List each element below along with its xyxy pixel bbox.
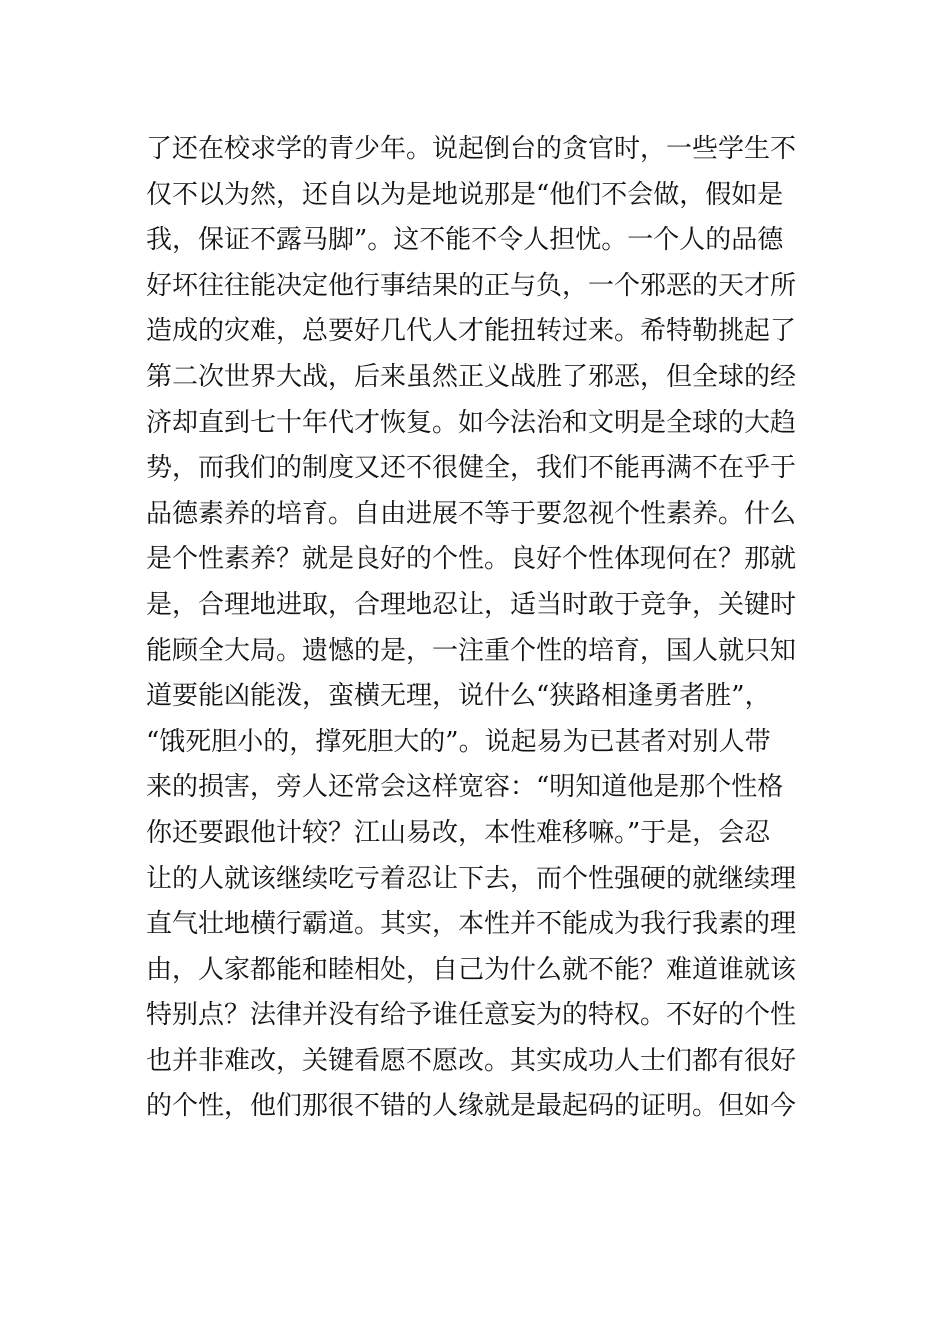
text-line-3: 我，保证不露马脚”。这不能不令人担忧。一个人的品德 xyxy=(146,225,784,256)
text-line-10: 是个性素养？就是良好的个性。良好个性体现何在？那就 xyxy=(146,544,797,575)
text-line-6: 第二次世界大战，后来虽然正义战胜了邪恶，但全球的经 xyxy=(146,361,797,392)
text-line-7: 济却直到七十年代才恢复。如今法治和文明是全球的大趋 xyxy=(146,407,797,438)
text-line-1: 了还在校求学的青少年。说起倒台的贪官时，一些学生不 xyxy=(146,134,797,164)
text-line-2: 仅不以为然，还自以为是地说那是“他们不会做，假如是 xyxy=(146,179,784,210)
text-line-14: “饿死胆小的，撑死胆大的”。说起易为已甚者对别人带 xyxy=(146,726,771,757)
text-line-19: 由，人家都能和睦相处，自己为什么就不能？难道谁就该 xyxy=(146,954,797,985)
text-line-5: 造成的灾难，总要好几代人才能扭转过来。希特勒挑起了 xyxy=(146,316,797,347)
text-line-16: 你还要跟他计较？江山易改，本性难移嘛。”于是，会忍 xyxy=(146,817,771,848)
text-line-12: 能顾全大局。遗憾的是，一注重个性的培育，国人就只知 xyxy=(146,635,797,666)
text-line-11: 是，合理地进取，合理地忍让，适当时敢于竞争，关键时 xyxy=(146,589,797,620)
text-line-22: 的个性，他们那很不错的人缘就是最起码的证明。但如今 xyxy=(146,1091,797,1122)
text-line-20: 特别点？法律并没有给予谁任意妄为的特权。不好的个性 xyxy=(146,1000,797,1031)
text-line-17: 让的人就该继续吃亏着忍让下去，而个性强硬的就继续理 xyxy=(146,863,797,894)
text-line-8: 势，而我们的制度又还不很健全，我们不能再满不在乎于 xyxy=(146,453,797,484)
text-line-4: 好坏往往能决定他行事结果的正与负，一个邪恶的天才所 xyxy=(146,270,797,301)
text-line-9: 品德素养的培育。自由进展不等于要忽视个性素养。什么 xyxy=(146,498,797,529)
text-line-13: 道要能凶能泼，蛮横无理，说什么“狭路相逢勇者胜”， xyxy=(146,681,771,712)
text-line-15: 来的损害，旁人还常会这样宽容：“明知道他是那个性格 xyxy=(146,772,784,803)
text-line-21: 也并非难改，关键看愿不愿改。其实成功人士们都有很好 xyxy=(146,1045,797,1076)
body-text xyxy=(146,127,826,1130)
text-line-18: 直气壮地横行霸道。其实，本性并不能成为我行我素的理 xyxy=(146,909,797,940)
